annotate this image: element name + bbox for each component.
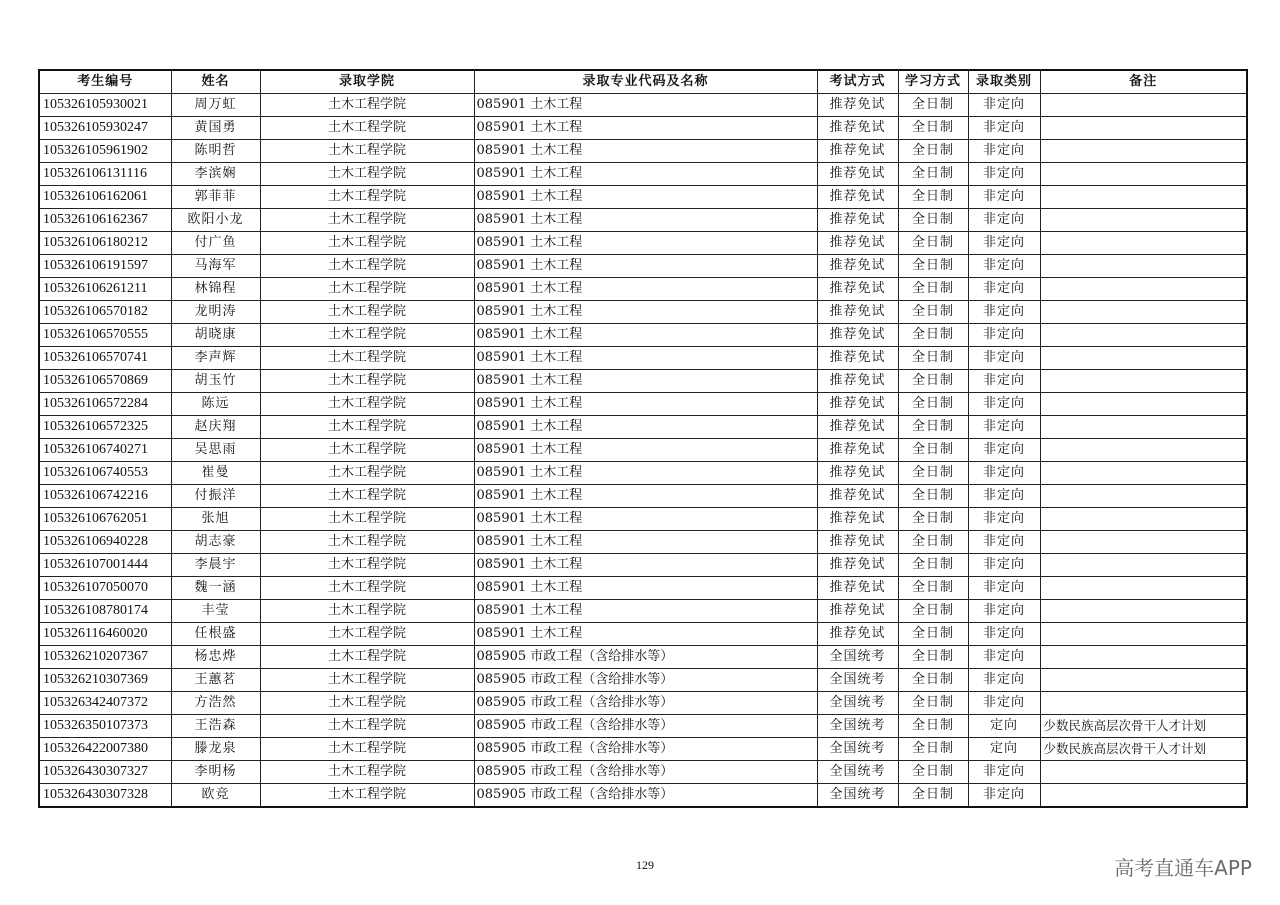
header-study-mode: 学习方式 <box>898 70 968 94</box>
cell-remarks <box>1040 692 1247 715</box>
cell-candidate-id: 105326107050070 <box>39 577 171 600</box>
cell-school: 土木工程学院 <box>260 140 474 163</box>
cell-name: 崔曼 <box>171 462 260 485</box>
cell-name: 赵庆翔 <box>171 416 260 439</box>
table-row <box>39 209 1247 232</box>
cell-admission-type: 非定向 <box>968 94 1040 117</box>
cell-exam-mode: 推荐免试 <box>817 577 898 600</box>
cell-study-mode: 全日制 <box>898 301 968 324</box>
cell-school: 土木工程学院 <box>260 393 474 416</box>
cell-school: 土木工程学院 <box>260 301 474 324</box>
cell-study-mode: 全日制 <box>898 715 968 738</box>
cell-major: 085905 市政工程（含给排水等） <box>474 715 817 738</box>
cell-exam-mode: 推荐免试 <box>817 278 898 301</box>
table-body <box>39 94 1247 808</box>
cell-study-mode: 全日制 <box>898 140 968 163</box>
cell-exam-mode: 推荐免试 <box>817 255 898 278</box>
cell-school: 土木工程学院 <box>260 255 474 278</box>
cell-candidate-id: 105326106261211 <box>39 278 171 301</box>
cell-major: 085901 土木工程 <box>474 209 817 232</box>
cell-exam-mode: 全国统考 <box>817 646 898 669</box>
cell-exam-mode: 推荐免试 <box>817 140 898 163</box>
cell-admission-type: 非定向 <box>968 600 1040 623</box>
cell-major: 085901 土木工程 <box>474 531 817 554</box>
cell-candidate-id: 105326106572325 <box>39 416 171 439</box>
cell-major: 085901 土木工程 <box>474 623 817 646</box>
cell-exam-mode: 推荐免试 <box>817 531 898 554</box>
cell-exam-mode: 全国统考 <box>817 669 898 692</box>
cell-remarks <box>1040 232 1247 255</box>
cell-school: 土木工程学院 <box>260 163 474 186</box>
cell-exam-mode: 推荐免试 <box>817 232 898 255</box>
cell-remarks <box>1040 186 1247 209</box>
cell-admission-type: 非定向 <box>968 646 1040 669</box>
cell-name: 陈明哲 <box>171 140 260 163</box>
cell-name: 胡玉竹 <box>171 370 260 393</box>
cell-remarks <box>1040 508 1247 531</box>
cell-study-mode: 全日制 <box>898 393 968 416</box>
cell-school: 土木工程学院 <box>260 347 474 370</box>
table-row <box>39 370 1247 393</box>
cell-exam-mode: 推荐免试 <box>817 186 898 209</box>
cell-candidate-id: 105326105930247 <box>39 117 171 140</box>
table-row <box>39 232 1247 255</box>
table-row <box>39 301 1247 324</box>
cell-major: 085905 市政工程（含给排水等） <box>474 784 817 808</box>
cell-admission-type: 非定向 <box>968 324 1040 347</box>
cell-school: 土木工程学院 <box>260 577 474 600</box>
cell-exam-mode: 推荐免试 <box>817 117 898 140</box>
cell-admission-type: 非定向 <box>968 669 1040 692</box>
cell-name: 王蕙茗 <box>171 669 260 692</box>
cell-name: 龙明涛 <box>171 301 260 324</box>
cell-name: 付振洋 <box>171 485 260 508</box>
cell-candidate-id: 105326210307369 <box>39 669 171 692</box>
cell-candidate-id: 105326106162367 <box>39 209 171 232</box>
cell-exam-mode: 推荐免试 <box>817 554 898 577</box>
cell-candidate-id: 105326106162061 <box>39 186 171 209</box>
cell-study-mode: 全日制 <box>898 738 968 761</box>
cell-study-mode: 全日制 <box>898 347 968 370</box>
table-row <box>39 508 1247 531</box>
table-row <box>39 669 1247 692</box>
cell-name: 欧阳小龙 <box>171 209 260 232</box>
cell-candidate-id: 105326106191597 <box>39 255 171 278</box>
cell-study-mode: 全日制 <box>898 278 968 301</box>
cell-school: 土木工程学院 <box>260 94 474 117</box>
cell-candidate-id: 105326116460020 <box>39 623 171 646</box>
cell-school: 土木工程学院 <box>260 209 474 232</box>
cell-school: 土木工程学院 <box>260 738 474 761</box>
cell-admission-type: 非定向 <box>968 784 1040 808</box>
cell-candidate-id: 105326106762051 <box>39 508 171 531</box>
cell-school: 土木工程学院 <box>260 485 474 508</box>
cell-exam-mode: 推荐免试 <box>817 94 898 117</box>
cell-exam-mode: 推荐免试 <box>817 347 898 370</box>
cell-school: 土木工程学院 <box>260 600 474 623</box>
cell-major: 085901 土木工程 <box>474 600 817 623</box>
cell-major: 085905 市政工程（含给排水等） <box>474 738 817 761</box>
cell-remarks <box>1040 600 1247 623</box>
cell-name: 李明杨 <box>171 761 260 784</box>
cell-candidate-id: 105326430307328 <box>39 784 171 808</box>
cell-remarks <box>1040 393 1247 416</box>
cell-admission-type: 非定向 <box>968 186 1040 209</box>
cell-study-mode: 全日制 <box>898 94 968 117</box>
cell-candidate-id: 105326105930021 <box>39 94 171 117</box>
cell-school: 土木工程学院 <box>260 117 474 140</box>
cell-study-mode: 全日制 <box>898 209 968 232</box>
cell-major: 085901 土木工程 <box>474 393 817 416</box>
cell-name: 张旭 <box>171 508 260 531</box>
admission-table <box>38 69 1248 808</box>
cell-candidate-id: 105326108780174 <box>39 600 171 623</box>
cell-study-mode: 全日制 <box>898 554 968 577</box>
cell-major: 085901 土木工程 <box>474 347 817 370</box>
cell-major: 085901 土木工程 <box>474 94 817 117</box>
cell-school: 土木工程学院 <box>260 646 474 669</box>
cell-remarks <box>1040 485 1247 508</box>
cell-exam-mode: 推荐免试 <box>817 301 898 324</box>
cell-admission-type: 定向 <box>968 738 1040 761</box>
cell-major: 085901 土木工程 <box>474 439 817 462</box>
cell-admission-type: 非定向 <box>968 761 1040 784</box>
cell-school: 土木工程学院 <box>260 669 474 692</box>
cell-name: 李声辉 <box>171 347 260 370</box>
cell-study-mode: 全日制 <box>898 117 968 140</box>
table-row <box>39 186 1247 209</box>
cell-candidate-id: 105326350107373 <box>39 715 171 738</box>
cell-candidate-id: 105326106570741 <box>39 347 171 370</box>
watermark: 高考直通车APP <box>1114 856 1252 880</box>
cell-candidate-id: 105326106740553 <box>39 462 171 485</box>
cell-remarks <box>1040 140 1247 163</box>
cell-remarks <box>1040 577 1247 600</box>
cell-remarks: 少数民族高层次骨干人才计划 <box>1040 738 1247 761</box>
cell-name: 杨忠烨 <box>171 646 260 669</box>
table-row <box>39 416 1247 439</box>
cell-admission-type: 非定向 <box>968 531 1040 554</box>
table-row <box>39 140 1247 163</box>
cell-candidate-id: 105326106131116 <box>39 163 171 186</box>
cell-study-mode: 全日制 <box>898 462 968 485</box>
cell-name: 丰莹 <box>171 600 260 623</box>
cell-study-mode: 全日制 <box>898 600 968 623</box>
cell-name: 李滨娴 <box>171 163 260 186</box>
table-row <box>39 439 1247 462</box>
cell-school: 土木工程学院 <box>260 715 474 738</box>
cell-exam-mode: 推荐免试 <box>817 209 898 232</box>
cell-admission-type: 非定向 <box>968 485 1040 508</box>
cell-major: 085905 市政工程（含给排水等） <box>474 669 817 692</box>
cell-exam-mode: 全国统考 <box>817 784 898 808</box>
cell-candidate-id: 105326422007380 <box>39 738 171 761</box>
cell-study-mode: 全日制 <box>898 646 968 669</box>
cell-exam-mode: 推荐免试 <box>817 508 898 531</box>
cell-candidate-id: 105326210207367 <box>39 646 171 669</box>
cell-major: 085901 土木工程 <box>474 186 817 209</box>
cell-remarks <box>1040 669 1247 692</box>
cell-study-mode: 全日制 <box>898 761 968 784</box>
cell-exam-mode: 推荐免试 <box>817 600 898 623</box>
cell-exam-mode: 推荐免试 <box>817 393 898 416</box>
cell-study-mode: 全日制 <box>898 669 968 692</box>
cell-study-mode: 全日制 <box>898 485 968 508</box>
cell-exam-mode: 推荐免试 <box>817 462 898 485</box>
cell-exam-mode: 推荐免试 <box>817 623 898 646</box>
cell-admission-type: 非定向 <box>968 439 1040 462</box>
cell-major: 085901 土木工程 <box>474 508 817 531</box>
table-row <box>39 715 1247 738</box>
cell-admission-type: 非定向 <box>968 577 1040 600</box>
cell-candidate-id: 105326430307327 <box>39 761 171 784</box>
page-number: 129 <box>636 858 654 872</box>
cell-candidate-id: 105326106570555 <box>39 324 171 347</box>
cell-name: 郭菲菲 <box>171 186 260 209</box>
cell-remarks <box>1040 462 1247 485</box>
cell-study-mode: 全日制 <box>898 416 968 439</box>
cell-major: 085901 土木工程 <box>474 301 817 324</box>
cell-school: 土木工程学院 <box>260 186 474 209</box>
table-row <box>39 531 1247 554</box>
cell-candidate-id: 105326106570182 <box>39 301 171 324</box>
table-row <box>39 738 1247 761</box>
table-row <box>39 278 1247 301</box>
cell-candidate-id: 105326106742216 <box>39 485 171 508</box>
cell-candidate-id: 105326107001444 <box>39 554 171 577</box>
cell-school: 土木工程学院 <box>260 531 474 554</box>
cell-major: 085901 土木工程 <box>474 554 817 577</box>
cell-candidate-id: 105326106940228 <box>39 531 171 554</box>
cell-school: 土木工程学院 <box>260 416 474 439</box>
table-row <box>39 117 1247 140</box>
cell-school: 土木工程学院 <box>260 554 474 577</box>
cell-study-mode: 全日制 <box>898 232 968 255</box>
cell-exam-mode: 推荐免试 <box>817 416 898 439</box>
cell-admission-type: 非定向 <box>968 117 1040 140</box>
cell-remarks <box>1040 784 1247 808</box>
cell-major: 085901 土木工程 <box>474 278 817 301</box>
cell-remarks <box>1040 301 1247 324</box>
cell-name: 王浩森 <box>171 715 260 738</box>
cell-school: 土木工程学院 <box>260 232 474 255</box>
cell-remarks <box>1040 761 1247 784</box>
cell-admission-type: 非定向 <box>968 140 1040 163</box>
cell-major: 085901 土木工程 <box>474 324 817 347</box>
cell-study-mode: 全日制 <box>898 186 968 209</box>
cell-candidate-id: 105326342407372 <box>39 692 171 715</box>
cell-name: 胡志豪 <box>171 531 260 554</box>
table-row <box>39 761 1247 784</box>
table-header-row <box>39 70 1247 94</box>
table-row <box>39 393 1247 416</box>
header-candidate-id: 考生编号 <box>39 70 171 94</box>
cell-major: 085901 土木工程 <box>474 117 817 140</box>
cell-school: 土木工程学院 <box>260 462 474 485</box>
cell-exam-mode: 推荐免试 <box>817 163 898 186</box>
table-row <box>39 462 1247 485</box>
cell-school: 土木工程学院 <box>260 692 474 715</box>
cell-exam-mode: 推荐免试 <box>817 439 898 462</box>
cell-admission-type: 非定向 <box>968 209 1040 232</box>
cell-study-mode: 全日制 <box>898 784 968 808</box>
cell-school: 土木工程学院 <box>260 324 474 347</box>
cell-name: 方浩然 <box>171 692 260 715</box>
table-row <box>39 163 1247 186</box>
table-row <box>39 577 1247 600</box>
cell-major: 085905 市政工程（含给排水等） <box>474 646 817 669</box>
cell-admission-type: 非定向 <box>968 301 1040 324</box>
cell-name: 林锦程 <box>171 278 260 301</box>
cell-major: 085901 土木工程 <box>474 255 817 278</box>
cell-major: 085901 土木工程 <box>474 577 817 600</box>
cell-name: 马海军 <box>171 255 260 278</box>
table-row <box>39 554 1247 577</box>
table-row <box>39 600 1247 623</box>
cell-study-mode: 全日制 <box>898 324 968 347</box>
cell-name: 滕龙泉 <box>171 738 260 761</box>
cell-study-mode: 全日制 <box>898 531 968 554</box>
header-name: 姓名 <box>171 70 260 94</box>
cell-remarks <box>1040 531 1247 554</box>
cell-candidate-id: 105326106180212 <box>39 232 171 255</box>
cell-study-mode: 全日制 <box>898 577 968 600</box>
cell-major: 085901 土木工程 <box>474 140 817 163</box>
cell-major: 085905 市政工程（含给排水等） <box>474 692 817 715</box>
cell-name: 付广鱼 <box>171 232 260 255</box>
header-admission-type: 录取类别 <box>968 70 1040 94</box>
cell-name: 李晨宇 <box>171 554 260 577</box>
cell-exam-mode: 推荐免试 <box>817 370 898 393</box>
cell-study-mode: 全日制 <box>898 692 968 715</box>
cell-major: 085901 土木工程 <box>474 163 817 186</box>
cell-admission-type: 非定向 <box>968 232 1040 255</box>
cell-school: 土木工程学院 <box>260 278 474 301</box>
cell-study-mode: 全日制 <box>898 623 968 646</box>
header-school: 录取学院 <box>260 70 474 94</box>
cell-remarks <box>1040 623 1247 646</box>
table-row <box>39 623 1247 646</box>
cell-name: 周万虹 <box>171 94 260 117</box>
cell-school: 土木工程学院 <box>260 508 474 531</box>
cell-exam-mode: 全国统考 <box>817 738 898 761</box>
cell-name: 黄国勇 <box>171 117 260 140</box>
cell-exam-mode: 全国统考 <box>817 761 898 784</box>
cell-remarks <box>1040 554 1247 577</box>
cell-admission-type: 非定向 <box>968 508 1040 531</box>
table-row <box>39 485 1247 508</box>
cell-admission-type: 非定向 <box>968 393 1040 416</box>
cell-name: 吴思雨 <box>171 439 260 462</box>
cell-school: 土木工程学院 <box>260 439 474 462</box>
cell-major: 085901 土木工程 <box>474 232 817 255</box>
cell-school: 土木工程学院 <box>260 784 474 808</box>
cell-remarks <box>1040 646 1247 669</box>
cell-remarks <box>1040 255 1247 278</box>
cell-name: 欧竞 <box>171 784 260 808</box>
table-row <box>39 646 1247 669</box>
cell-remarks <box>1040 94 1247 117</box>
cell-study-mode: 全日制 <box>898 255 968 278</box>
cell-admission-type: 非定向 <box>968 278 1040 301</box>
cell-remarks <box>1040 416 1247 439</box>
cell-exam-mode: 推荐免试 <box>817 485 898 508</box>
table-row <box>39 347 1247 370</box>
table-row <box>39 94 1247 117</box>
cell-major: 085901 土木工程 <box>474 416 817 439</box>
cell-admission-type: 非定向 <box>968 255 1040 278</box>
cell-major: 085905 市政工程（含给排水等） <box>474 761 817 784</box>
cell-exam-mode: 推荐免试 <box>817 324 898 347</box>
cell-exam-mode: 全国统考 <box>817 692 898 715</box>
cell-admission-type: 定向 <box>968 715 1040 738</box>
cell-candidate-id: 105326106740271 <box>39 439 171 462</box>
cell-name: 胡晓康 <box>171 324 260 347</box>
cell-name: 任根盛 <box>171 623 260 646</box>
table-row <box>39 692 1247 715</box>
cell-admission-type: 非定向 <box>968 163 1040 186</box>
cell-study-mode: 全日制 <box>898 439 968 462</box>
cell-school: 土木工程学院 <box>260 370 474 393</box>
cell-candidate-id: 105326106572284 <box>39 393 171 416</box>
cell-admission-type: 非定向 <box>968 462 1040 485</box>
cell-admission-type: 非定向 <box>968 554 1040 577</box>
cell-candidate-id: 105326105961902 <box>39 140 171 163</box>
table-row <box>39 324 1247 347</box>
cell-remarks: 少数民族高层次骨干人才计划 <box>1040 715 1247 738</box>
header-exam-mode: 考试方式 <box>817 70 898 94</box>
cell-major: 085901 土木工程 <box>474 485 817 508</box>
cell-remarks <box>1040 370 1247 393</box>
table-row <box>39 784 1247 808</box>
cell-admission-type: 非定向 <box>968 623 1040 646</box>
cell-remarks <box>1040 324 1247 347</box>
cell-major: 085901 土木工程 <box>474 462 817 485</box>
cell-admission-type: 非定向 <box>968 692 1040 715</box>
cell-admission-type: 非定向 <box>968 347 1040 370</box>
cell-admission-type: 非定向 <box>968 370 1040 393</box>
cell-study-mode: 全日制 <box>898 370 968 393</box>
cell-remarks <box>1040 163 1247 186</box>
cell-admission-type: 非定向 <box>968 416 1040 439</box>
cell-remarks <box>1040 117 1247 140</box>
cell-candidate-id: 105326106570869 <box>39 370 171 393</box>
cell-school: 土木工程学院 <box>260 623 474 646</box>
cell-study-mode: 全日制 <box>898 508 968 531</box>
header-major: 录取专业代码及名称 <box>474 70 817 94</box>
cell-major: 085901 土木工程 <box>474 370 817 393</box>
cell-study-mode: 全日制 <box>898 163 968 186</box>
cell-remarks <box>1040 439 1247 462</box>
cell-remarks <box>1040 209 1247 232</box>
cell-remarks <box>1040 347 1247 370</box>
table-row <box>39 255 1247 278</box>
cell-remarks <box>1040 278 1247 301</box>
cell-name: 魏一涵 <box>171 577 260 600</box>
cell-name: 陈远 <box>171 393 260 416</box>
cell-school: 土木工程学院 <box>260 761 474 784</box>
header-remarks: 备注 <box>1040 70 1247 94</box>
cell-exam-mode: 全国统考 <box>817 715 898 738</box>
